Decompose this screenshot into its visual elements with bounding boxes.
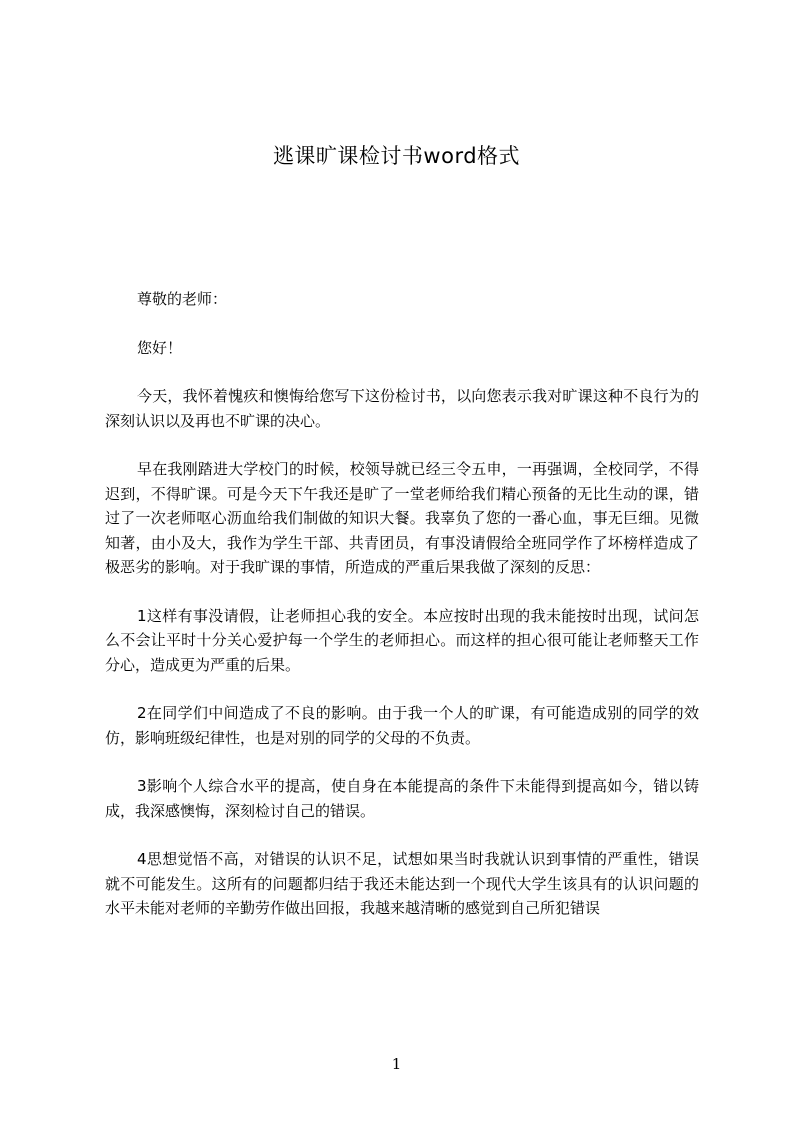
greeting: 您好！ (137, 338, 183, 357)
paragraph-point-1: 1这样有事没请假，让老师担心我的安全。本应按时出现的我未能按时出现，试问怎么不会让平时十分关心爱护每一个学生的老师担心。而这样的担心很可能让老师整天工作分心，造成更为严重的后果。 (105, 606, 699, 674)
paragraph-point-2: 2在同学们中间造成了不良的影响。由于我一个人的旷课，有可能造成别的同学的效仿，影响班级纪律性，也是对别的同学的父母的不负责。 (105, 704, 699, 747)
paragraph-point-4: 4思想觉悟不高，对错误的认识不足，试想如果当时我就认识到事情的严重性，错误就不可能发生。这所有的问题都归结于我还未能达到一个现代大学生该具有的认识问题的水平未能对老师的辛勤劳作做出回报，我越来越清晰的感觉到自己所犯错误 (105, 850, 699, 917)
paragraph-background: 早在我刚踏进大学校门的时候，校领导就已经三令五申，一再强调，全校同学，不得迟到，不得旷课。可是今天下午我还是旷了一堂老师给我们精心预备的无比生动的课，错过了一次老师呕心沥血给我们制做的知识大餐。我辜负了您的一番心血，事无巨细。见微知著，由小及大，我作为学生干部、共青团员，有事没请假给全班同学作了坏榜样造成了极恶劣的影响。对于我旷课的事情，所造成的严重后果我做了深刻的反思： (105, 460, 699, 576)
paragraph-intro: 今天，我怀着愧疚和懊悔给您写下这份检讨书，以向您表示我对旷课这种不良行为的深刻认识以及再也不旷课的决心。 (105, 387, 699, 430)
document-body (105, 287, 699, 945)
salutation: 尊敬的老师： (137, 290, 228, 308)
document-title: 逃课旷课检讨书word格式 (272, 144, 521, 168)
page-number: 1 (391, 1055, 402, 1073)
paragraph-point-3: 3影响个人综合水平的提高，使自身在本能提高的条件下未能得到提高如今，错以铸成，我深感懊悔，深刻检讨自己的错误。 (105, 777, 699, 820)
